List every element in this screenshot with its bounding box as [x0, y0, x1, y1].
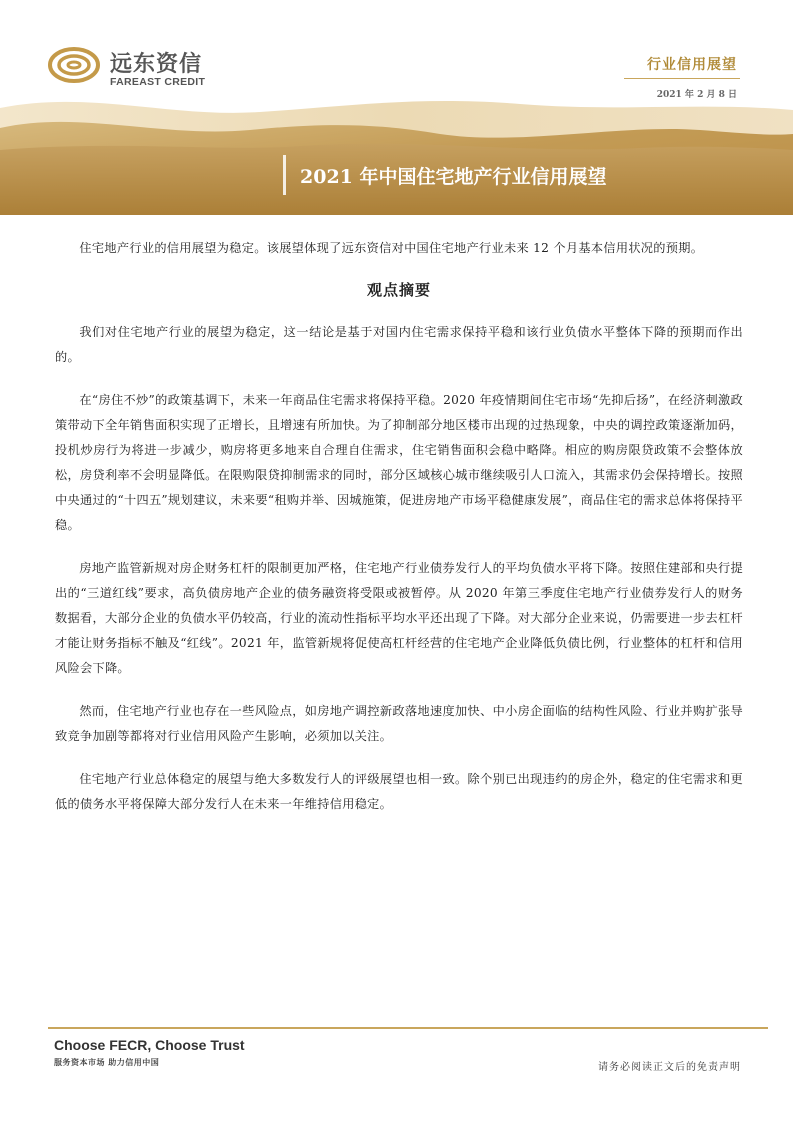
body-paragraph: 然而，住宅地产行业也存在一些风险点，如房地产调控新政落地速度加快、中小房企面临的结构性风险、行业并购扩张导致竞争加剧等都将对行业信用风险产生影响，必须加以关注。	[55, 704, 743, 743]
body-paragraph: 房地产监管新规对房企财务杠杆的限制更加严格，住宅地产行业债券发行人的平均负债水平将下降。按照住建部和央行提出的“三道红线”要求，高负债房地产企业的债务融资将受限或被暂停。从 2020 年第三季度住宅地产行业债券发行人的财务数据看，大部分企业的负债水平仍较高，行业的流动性指标平均水平还出现了下降。对大部分企业来说，仍需要进一步去杠杆才能让财务指标不触及“红线”。2021 年，监管新规将促使高杠杆经营的住宅地产企业降低负债比例，行业整体的杠杆和信用风险会下降。	[55, 561, 743, 675]
fareast-credit-logo-icon	[48, 46, 100, 84]
document-title: 2021 年中国住宅地产行业信用展望	[300, 166, 607, 188]
header-wave-banner	[0, 90, 793, 215]
intro-paragraph: 住宅地产行业的信用展望为稳定。该展望体现了远东资信对中国住宅地产行业未来 12 个月基本信用状况的预期。	[79, 241, 704, 255]
brand-name-en: FAREAST CREDIT	[110, 76, 206, 88]
footer-slogan: Choose FECR, Choose Trust	[54, 1037, 245, 1053]
report-type-label: 行业信用展望	[647, 57, 737, 73]
body-paragraph: 我们对住宅地产行业的展望为稳定，这一结论是基于对国内住宅需求保持平稳和该行业负债水平整体下降的预期而作出的。	[55, 325, 743, 364]
section-heading: 观点摘要	[366, 281, 431, 299]
body-paragraph: 在“房住不炒”的政策基调下，未来一年商品住宅需求将保持平稳。2020 年疫情期间住宅市场“先抑后扬”，在经济刺激政策带动下全年销售面积实现了正增长，且增速有所加快。为了抑制部分地区楼市出现的过热现象，中央的调控政策逐渐加码，投机炒房行为将进一步减少，购房将更多地来自合理自住需求，住宅销售面积会稳中略降。相应的购房限贷政策不会整体放松，房贷利率不会明显降低。在限购限贷抑制需求的同时，部分区域核心城市继续吸引人口流入，其需求仍会保持增长。按照中央通过的“十四五”规划建议，未来要“租购并举、因城施策，促进房地产市场平稳健康发展”，商品住宅的需求总体将保持平稳。	[55, 393, 743, 532]
footer-sub-slogan: 服务资本市场 助力信用中国	[54, 1058, 160, 1067]
page-header	[0, 0, 793, 215]
brand-name-cn: 远东资信	[110, 52, 203, 77]
footer-divider	[48, 1027, 768, 1029]
body-paragraph: 住宅地产行业总体稳定的展望与绝大多数发行人的评级展望也相一致。除个别已出现违约的房企外，稳定的住宅需求和更低的债务水平将保障大部分发行人在未来一年维持信用稳定。	[55, 772, 743, 811]
footer-disclaimer: 请务必阅读正文后的免责声明	[598, 1062, 741, 1073]
header-divider	[624, 78, 740, 79]
title-accent-bar	[283, 155, 286, 195]
document-body	[55, 236, 743, 835]
report-date: 2021 年 2 月 8 日	[656, 90, 737, 100]
